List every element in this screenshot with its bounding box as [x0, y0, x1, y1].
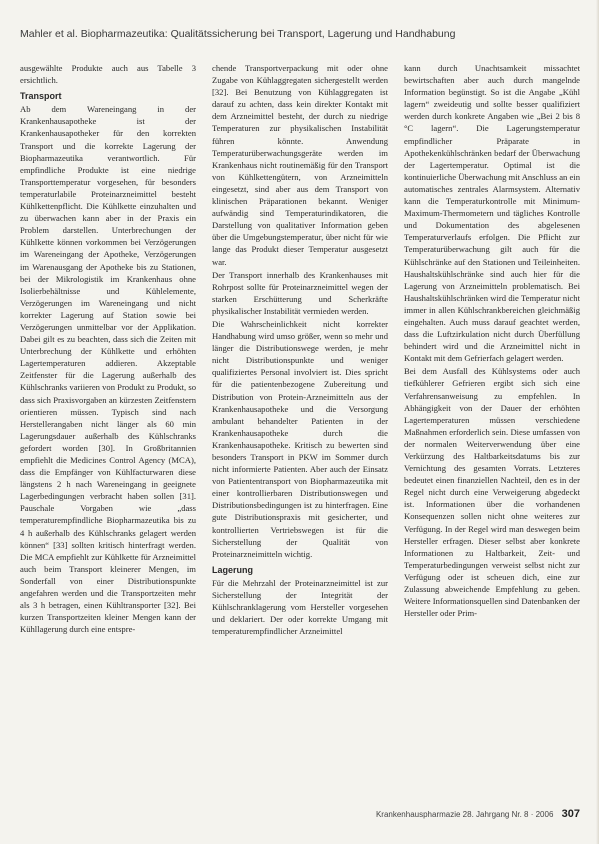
section-heading: Lagerung	[212, 564, 254, 575]
body-paragraph: chende Transportverpackung mit oder ohne Zugabe von Kühlaggregaten sichergestellt werden [32]. Bei Benutzung von Kühlaggregaten ist darauf zu achten, dass kein direkter Kontakt mit dem Arzneimittel besteht, der durch zu niedrige Temperaturen zur physikalischen Instabilität führen könnte. Anwendung Temperaturüberwachungsgeräte werden im Krankenhaus nicht routinemäßig für den Transport von Kühlkettengütern, von Arzneimitteln eingesetzt, sind aber aus dem Transport von klinischen Präparationen bekannt. Weniger aufwändig sind Temperaturindikatoren, die Darstellung von qualitativer Information geben über die Umgebungstemperatur, über nicht für wie lange das Produkt dieser Temperatur ausgesetzt war.	[212, 63, 388, 267]
text-column-3	[404, 62, 580, 798]
body-paragraph: Der Transport innerhalb des Krankenhauses mit Rohrpost sollte für Proteinarzneimittel wegen der starken Erschütterung und Scherkräfte physikalischer Instabilität vermieden werden.	[212, 269, 388, 316]
section-heading: Transport	[20, 91, 62, 102]
journal-citation: Krankenhauspharmazie 28. Jahrgang Nr. 8 · 2006	[375, 810, 554, 819]
body-paragraph: Bei dem Ausfall des Kühlsystems oder auch tiefkühlerer Gefrieren ergibt sich sich eine Verfahrensanweisung zu empfehlen. In Abhängigkeit von der Dauer der erhöhten Lagertemperaturen müssen verschiedene Maßnahmen erforderlich sein. Diese umfassen von der normalen Weiterverwendung über eine Verkürzung des Haltbarkeitsdatums bis zur Vernichtung des gesamten Vorrats. Letzteres bedeutet einen finanziellen Nachteil, den es in der Regel nicht durch eine Verweigerung abgedeckt ist. Informationen über die vorhandenen Konsequenzen sollen nicht ohne weiteres zur Verfügung. In der Regel wird man deswegen beim Hersteller erfragen. Dieser selbst aber konkrete Informationen zu Haltbarkeit, Zeit- und Temperaturbedingungen verweist selbst nicht zur Verfügung oder ist scheuen dich, eine zur Zulassung abweichende Empfehlung zu geben. Weitere Informationsquellen sind Datenbanken der Hersteller oder Prim-	[404, 366, 580, 619]
article-body	[20, 62, 580, 798]
body-paragraph: Die Wahrscheinlichkeit nicht korrekter Handhabung wird umso größer, wenn so mehr und länger die Distributionswege werden, je mehr nicht Distributionspunkte und weniger qualifiziertes Personal involviert ist. Dies spricht für die patientenbezogene Zubereitung und Distribution von Protein-Arzneimitteln aus der Krankenhausapotheke und die Versorgung ambulant behandelter Patienten in der Krankenhausapotheke durch die Krankenhausapotheke. Kritisch zu bewerten sind besonders Transport in PKW im Sommer durch nicht informierte Patienten. Aber auch der Einsatz von Patiententransport von Biopharmazeutika mit einer kontrollierbaren Distributionswegen und Distributionsbedingungen ist zu hinterfragen. Eine gute Distributionspraxis mit gesicherter, und kontrollierten Vertriebswegen ist für die Sicherstellung der Qualität von Proteinarzneimitteln wichtig.	[212, 318, 388, 559]
running-header: Mahler et al. Biopharmazeutika: Qualitätssicherung bei Transport, Lagerung und Handhabung	[20, 28, 456, 40]
body-paragraph: kann durch Unachtsamkeit missachtet bewirtschaften aber auch durch mangelnde Information begünstigt. So ist die Angabe „Kühl lagern“ zweideutig und sollte besser qualifiziert werden durch konkrete Angaben wie „Bei 2 bis 8 °C lagern“. Die Lagerungstemperatur empfindlicher Präparate in Apothekenkühlschränken bedarf der Überwachung der Lagertemperatur. Optimal ist die kontinuierliche Überwachung mit Anschluss an ein automatisches zentrales Alarmsystem. Alternativ kann die Temperaturkontrolle mit Minimum-Maximum-Thermometern und tägliches Kontrolle und Dokumentation des abgelesenen Temperaturverlaufs erfolgen. Die Pflicht zur Temperaturüberwachung gilt auch für die Kühlschränke auf den Stationen und Teileinheiten. Haushaltskühlschränke sind auch hier für die Lagerung von Arzneimitteln problematisch. Bei Haushaltskühlschränken wird die Temperatur nicht immer in allen Kühlschrankbereichen gleichmäßig eingehalten. Auch muss darauf geachtet werden, dass die Luftzirkulation nicht durch Überfüllung behindert wird und die Arzneimittel nicht in Kontakt mit dem Gefrierfach gelagert werden.	[404, 63, 580, 364]
text-column-2	[212, 62, 388, 798]
page-number: 307	[561, 808, 580, 820]
body-paragraph: Ab dem Wareneingang in der Krankenhausapotheke ist der Krankenhausapotheker für den korrekten Transport und die korrekte Lagerung der Biopharmazeutika verantwortlich. Für empfindliche Produkte ist eine niedrige Transporttemperatur vorgesehen, für besonders temperaturlabile Proteinarzneimittel besteht Kühlkettenpflicht. Die Kühlkette einzuhalten und zu überwachen kann aber in der Praxis ein Problem darstellen. Unterbrechungen der Kühlkette können vorkommen bei Verzögerungen im Wareneingang der Apotheke, Verzögerungen im Warenausgang der Apotheke bis zu Stationen, bei der Mikrologistik im Krankenhaus ohne Isolierbehältnisse und Kühlelemente, Verzögerungen im Wareneingang und nicht korrekter Lagerung auf Station sowie bei Verzögerungen unmittelbar vor der Applikation. Dabei gilt es zu beachten, dass sich die Zeiten mit Unterbrechung der Kühlkette und erhöhten Lagertemperaturen addieren. Akzeptable Zeitfenster für die Lagerung außerhalb des Kühlschranks variieren von Produkt zu Produkt, so dass sich Praxisvorgaben an kürzesten Zeitfenstern orientieren müssen. Typisch sind nach Herstellerangaben nicht länger als 60 min Lagerungsdauer außerhalb des Kühlschranks gefordert worden [30]. In Großbritannien empfiehlt die Medicines Control Agency (MCA), dass die Empfänger von Kühlfacturwaren diese längstens 2 h nach Wareneingang in geeignete Lagerbedingungen verbracht haben sollen [31]. Pauschale Vorgaben wie „dass temperaturempfindliche Biopharmazeutika bis zu 4 h außerhalb des Kühlschranks gelagert werden können“ [33] sollten kritisch hinterfragt werden. Die MCA empfiehlt zur Kühlkette für Arzneimittel auch beim Transport kleinerer Mengen, im Sonderfall von einer Distributionspunkte angefahren werden und die Transportzeiten mehr als 3 h betragen, einen Kühltransporter [32]. Bei kurzen Transportzeiten kleiner Mengen kann der Kühllagerung durch eine entspre-	[20, 104, 196, 635]
body-paragraph: ausgewählte Produkte auch aus Tabelle 3 ersichtlich.	[20, 63, 196, 86]
page-footer	[360, 808, 580, 820]
body-paragraph: Für die Mehrzahl der Proteinarzneimittel ist zur Sicherstellung der Integrität der Kühlschranklagerung vom Hersteller vorgesehen und deklariert. Der oder korrekte Umgang mit temperaturempfindlicher Arzneimittel	[212, 577, 388, 637]
text-column-1	[20, 62, 196, 798]
